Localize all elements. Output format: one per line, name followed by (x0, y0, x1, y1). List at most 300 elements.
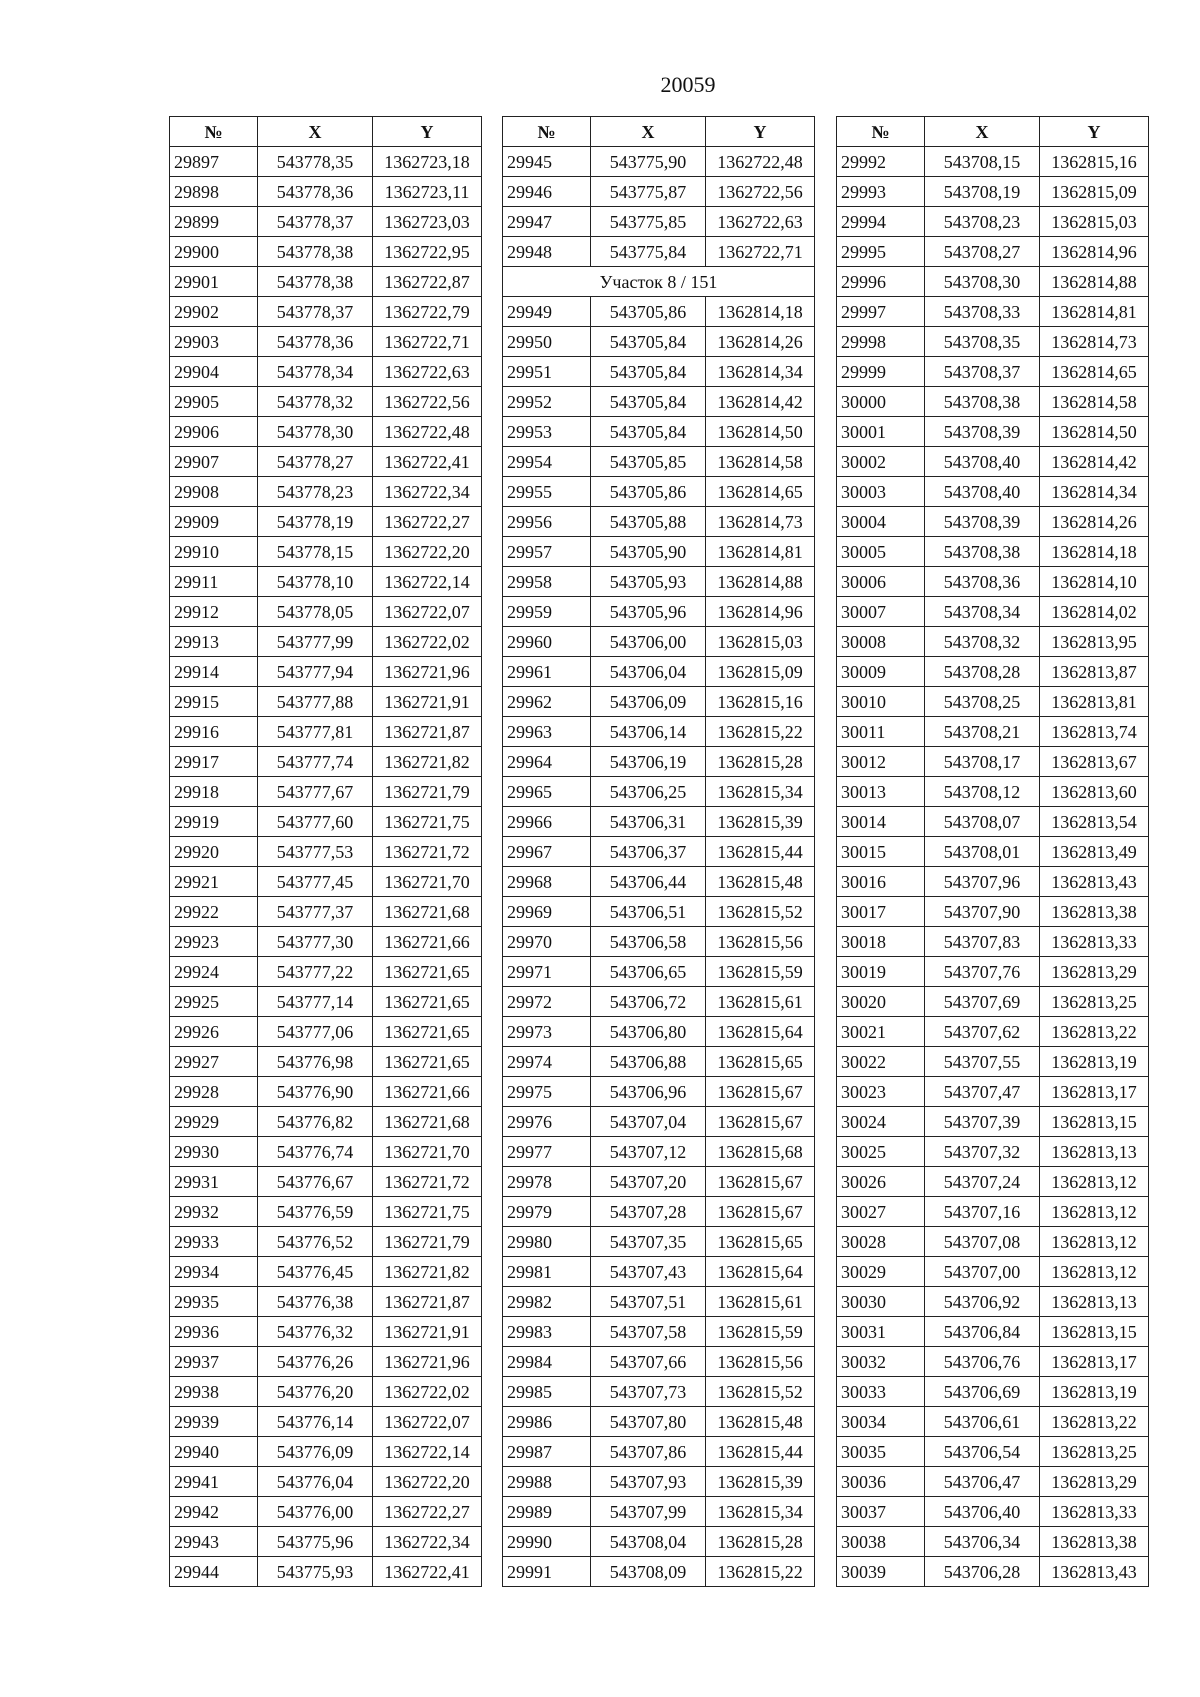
coord-x: 543706,69 (925, 1377, 1040, 1407)
coord-y: 1362813,12 (1040, 1257, 1149, 1287)
table-row (503, 1167, 815, 1197)
coord-y: 1362722,41 (373, 1557, 482, 1587)
point-number: 29955 (503, 477, 591, 507)
point-number: 29953 (503, 417, 591, 447)
point-number: 29928 (170, 1077, 258, 1107)
coord-x: 543707,51 (591, 1287, 706, 1317)
coord-y: 1362721,68 (373, 897, 482, 927)
table-row (170, 477, 482, 507)
coord-y: 1362722,07 (373, 597, 482, 627)
coord-y: 1362721,87 (373, 1287, 482, 1317)
table-row (503, 357, 815, 387)
coord-y: 1362815,28 (706, 1527, 815, 1557)
coord-x: 543777,94 (258, 657, 373, 687)
table-row (503, 1497, 815, 1527)
coord-x: 543778,10 (258, 567, 373, 597)
point-number: 29989 (503, 1497, 591, 1527)
table-row (837, 537, 1149, 567)
coord-y: 1362722,63 (706, 207, 815, 237)
point-number: 29941 (170, 1467, 258, 1497)
point-number: 29930 (170, 1137, 258, 1167)
header-num: № (170, 117, 258, 147)
point-number: 29968 (503, 867, 591, 897)
point-number: 29943 (170, 1527, 258, 1557)
table-header-row (170, 117, 482, 147)
coord-y: 1362722,95 (373, 237, 482, 267)
coord-y: 1362722,41 (373, 447, 482, 477)
coord-y: 1362815,22 (706, 1557, 815, 1587)
table-row (837, 1467, 1149, 1497)
coord-x: 543707,32 (925, 1137, 1040, 1167)
table-row (837, 1287, 1149, 1317)
coord-x: 543778,19 (258, 507, 373, 537)
coord-x: 543706,04 (591, 657, 706, 687)
table-row (170, 1077, 482, 1107)
table-row (170, 1557, 482, 1587)
table-row (837, 987, 1149, 1017)
coord-y: 1362722,71 (373, 327, 482, 357)
coord-x: 543777,81 (258, 717, 373, 747)
coord-y: 1362722,34 (373, 477, 482, 507)
coord-y: 1362814,58 (1040, 387, 1149, 417)
coord-x: 543705,93 (591, 567, 706, 597)
table-row (837, 1107, 1149, 1137)
table-row (503, 1347, 815, 1377)
point-number: 29969 (503, 897, 591, 927)
coord-x: 543777,30 (258, 927, 373, 957)
point-number: 29971 (503, 957, 591, 987)
table-row (170, 207, 482, 237)
coord-y: 1362723,03 (373, 207, 482, 237)
table-row (503, 927, 815, 957)
point-number: 29951 (503, 357, 591, 387)
table-row (837, 867, 1149, 897)
point-number: 29905 (170, 387, 258, 417)
coord-x: 543708,37 (925, 357, 1040, 387)
point-number: 29929 (170, 1107, 258, 1137)
coord-y: 1362815,44 (706, 1437, 815, 1467)
coord-y: 1362722,07 (373, 1407, 482, 1437)
coord-y: 1362721,70 (373, 867, 482, 897)
point-number: 29944 (170, 1557, 258, 1587)
point-number: 30013 (837, 777, 925, 807)
coord-x: 543705,88 (591, 507, 706, 537)
section-label: Участок 8 / 151 (503, 267, 815, 297)
coord-y: 1362721,82 (373, 1257, 482, 1287)
point-number: 29962 (503, 687, 591, 717)
table-row (837, 777, 1149, 807)
point-number: 30039 (837, 1557, 925, 1587)
coord-x: 543707,28 (591, 1197, 706, 1227)
coord-x: 543776,38 (258, 1287, 373, 1317)
coord-y: 1362722,56 (706, 177, 815, 207)
coord-x: 543777,67 (258, 777, 373, 807)
point-number: 29950 (503, 327, 591, 357)
coord-y: 1362813,43 (1040, 1557, 1149, 1587)
point-number: 30037 (837, 1497, 925, 1527)
coord-y: 1362815,65 (706, 1047, 815, 1077)
point-number: 29948 (503, 237, 591, 267)
coord-y: 1362815,67 (706, 1077, 815, 1107)
point-number: 29914 (170, 657, 258, 687)
coord-y: 1362721,75 (373, 807, 482, 837)
table-row (503, 147, 815, 177)
table-row (170, 1407, 482, 1437)
point-number: 29926 (170, 1017, 258, 1047)
coord-x: 543708,40 (925, 447, 1040, 477)
coord-y: 1362721,65 (373, 1017, 482, 1047)
coord-y: 1362815,39 (706, 807, 815, 837)
point-number: 29983 (503, 1317, 591, 1347)
table-row (503, 1047, 815, 1077)
point-number: 30005 (837, 537, 925, 567)
table-row (503, 1077, 815, 1107)
table-row (503, 627, 815, 657)
coord-x: 543706,96 (591, 1077, 706, 1107)
table-row (837, 207, 1149, 237)
point-number: 29956 (503, 507, 591, 537)
point-number: 30021 (837, 1017, 925, 1047)
coord-y: 1362813,38 (1040, 1527, 1149, 1557)
coord-y: 1362815,67 (706, 1107, 815, 1137)
coord-y: 1362721,79 (373, 1227, 482, 1257)
table-row (837, 387, 1149, 417)
point-number: 29916 (170, 717, 258, 747)
table-row (837, 717, 1149, 747)
table-row (170, 1137, 482, 1167)
coord-x: 543708,25 (925, 687, 1040, 717)
table-row (503, 597, 815, 627)
point-number: 30027 (837, 1197, 925, 1227)
coord-y: 1362814,34 (1040, 477, 1149, 507)
coord-y: 1362815,09 (706, 657, 815, 687)
table-row (170, 1047, 482, 1077)
coord-x: 543708,07 (925, 807, 1040, 837)
coord-x: 543706,76 (925, 1347, 1040, 1377)
coord-x: 543776,00 (258, 1497, 373, 1527)
point-number: 30010 (837, 687, 925, 717)
point-number: 29980 (503, 1227, 591, 1257)
table-row (503, 657, 815, 687)
coord-x: 543776,74 (258, 1137, 373, 1167)
point-number: 29908 (170, 477, 258, 507)
table-row (837, 837, 1149, 867)
point-number: 30031 (837, 1317, 925, 1347)
coord-x: 543706,44 (591, 867, 706, 897)
point-number: 29934 (170, 1257, 258, 1287)
table-row (170, 837, 482, 867)
coord-x: 543706,09 (591, 687, 706, 717)
point-number: 29937 (170, 1347, 258, 1377)
table-row (170, 717, 482, 747)
table-row (837, 1227, 1149, 1257)
point-number: 30035 (837, 1437, 925, 1467)
table-row (170, 1167, 482, 1197)
coord-y: 1362814,81 (706, 537, 815, 567)
coord-x: 543705,84 (591, 327, 706, 357)
coord-y: 1362722,79 (373, 297, 482, 327)
coord-x: 543778,32 (258, 387, 373, 417)
table-row (170, 1197, 482, 1227)
table-row (170, 987, 482, 1017)
table-row (503, 837, 815, 867)
point-number: 29990 (503, 1527, 591, 1557)
coord-x: 543708,09 (591, 1557, 706, 1587)
header-y: Y (706, 117, 815, 147)
point-number: 30001 (837, 417, 925, 447)
point-number: 29940 (170, 1437, 258, 1467)
table-row (837, 177, 1149, 207)
coord-x: 543707,76 (925, 957, 1040, 987)
coord-x: 543778,34 (258, 357, 373, 387)
table-row (503, 207, 815, 237)
table-row (503, 717, 815, 747)
table-row (837, 357, 1149, 387)
coord-x: 543707,66 (591, 1347, 706, 1377)
coordinates-table-1 (169, 116, 482, 1587)
coord-x: 543778,30 (258, 417, 373, 447)
coord-x: 543777,14 (258, 987, 373, 1017)
coord-y: 1362814,10 (1040, 567, 1149, 597)
table-row (503, 777, 815, 807)
point-number: 29959 (503, 597, 591, 627)
table-row (837, 327, 1149, 357)
table-row (837, 447, 1149, 477)
point-number: 29904 (170, 357, 258, 387)
coord-x: 543708,21 (925, 717, 1040, 747)
table-row (837, 897, 1149, 927)
point-number: 29925 (170, 987, 258, 1017)
point-number: 30038 (837, 1527, 925, 1557)
point-number: 29918 (170, 777, 258, 807)
coord-y: 1362814,26 (1040, 507, 1149, 537)
point-number: 29987 (503, 1437, 591, 1467)
point-number: 30000 (837, 387, 925, 417)
table-row (170, 387, 482, 417)
table-row (837, 1437, 1149, 1467)
coord-x: 543706,28 (925, 1557, 1040, 1587)
coord-y: 1362813,38 (1040, 897, 1149, 927)
coord-y: 1362814,50 (1040, 417, 1149, 447)
point-number: 29970 (503, 927, 591, 957)
point-number: 30016 (837, 867, 925, 897)
coord-y: 1362815,28 (706, 747, 815, 777)
table-row (503, 987, 815, 1017)
point-number: 29958 (503, 567, 591, 597)
point-number: 29932 (170, 1197, 258, 1227)
coord-y: 1362813,43 (1040, 867, 1149, 897)
coord-y: 1362722,71 (706, 237, 815, 267)
coord-x: 543707,20 (591, 1167, 706, 1197)
coord-y: 1362813,15 (1040, 1317, 1149, 1347)
coord-y: 1362814,81 (1040, 297, 1149, 327)
coord-x: 543708,38 (925, 537, 1040, 567)
coord-x: 543705,84 (591, 357, 706, 387)
table-row (503, 1197, 815, 1227)
point-number: 29976 (503, 1107, 591, 1137)
table-row (503, 1467, 815, 1497)
point-number: 30024 (837, 1107, 925, 1137)
coord-x: 543706,58 (591, 927, 706, 957)
table-row (837, 1047, 1149, 1077)
coord-x: 543706,51 (591, 897, 706, 927)
table-row (837, 1137, 1149, 1167)
coord-x: 543705,85 (591, 447, 706, 477)
coord-x: 543776,09 (258, 1437, 373, 1467)
table-row (837, 657, 1149, 687)
point-number: 29942 (170, 1497, 258, 1527)
coord-x: 543777,60 (258, 807, 373, 837)
coord-y: 1362813,12 (1040, 1167, 1149, 1197)
point-number: 29909 (170, 507, 258, 537)
table-row (503, 537, 815, 567)
point-number: 29975 (503, 1077, 591, 1107)
coord-y: 1362813,33 (1040, 927, 1149, 957)
point-number: 29974 (503, 1047, 591, 1077)
coord-y: 1362722,20 (373, 1467, 482, 1497)
table-row (837, 1497, 1149, 1527)
coord-y: 1362814,88 (1040, 267, 1149, 297)
table-row (170, 597, 482, 627)
coord-y: 1362813,95 (1040, 627, 1149, 657)
table-row (503, 387, 815, 417)
coord-x: 543776,52 (258, 1227, 373, 1257)
coord-x: 543776,59 (258, 1197, 373, 1227)
point-number: 30008 (837, 627, 925, 657)
coord-y: 1362722,02 (373, 1377, 482, 1407)
coord-y: 1362813,19 (1040, 1047, 1149, 1077)
table-row (837, 1527, 1149, 1557)
coord-y: 1362721,65 (373, 1047, 482, 1077)
table-row (837, 567, 1149, 597)
table-row (503, 1437, 815, 1467)
coord-y: 1362721,65 (373, 987, 482, 1017)
coord-x: 543706,47 (925, 1467, 1040, 1497)
point-number: 30017 (837, 897, 925, 927)
coordinates-table-2 (502, 116, 815, 1587)
point-number: 29922 (170, 897, 258, 927)
coord-y: 1362814,65 (706, 477, 815, 507)
table-row (837, 147, 1149, 177)
point-number: 29997 (837, 297, 925, 327)
coord-y: 1362815,03 (1040, 207, 1149, 237)
coord-x: 543776,26 (258, 1347, 373, 1377)
coord-x: 543777,45 (258, 867, 373, 897)
coord-y: 1362815,61 (706, 987, 815, 1017)
point-number: 29967 (503, 837, 591, 867)
point-number: 30007 (837, 597, 925, 627)
coord-y: 1362813,81 (1040, 687, 1149, 717)
point-number: 30032 (837, 1347, 925, 1377)
table-row (170, 777, 482, 807)
coord-y: 1362721,96 (373, 657, 482, 687)
coord-x: 543775,85 (591, 207, 706, 237)
table-row (503, 1107, 815, 1137)
coord-x: 543707,47 (925, 1077, 1040, 1107)
coord-y: 1362721,66 (373, 1077, 482, 1107)
point-number: 29902 (170, 297, 258, 327)
point-number: 29986 (503, 1407, 591, 1437)
table-row (170, 237, 482, 267)
coord-y: 1362722,02 (373, 627, 482, 657)
point-number: 29935 (170, 1287, 258, 1317)
coord-x: 543707,55 (925, 1047, 1040, 1077)
coord-x: 543706,19 (591, 747, 706, 777)
coord-y: 1362721,66 (373, 927, 482, 957)
coord-x: 543776,14 (258, 1407, 373, 1437)
table-row (837, 1257, 1149, 1287)
coord-y: 1362815,48 (706, 867, 815, 897)
coord-y: 1362722,56 (373, 387, 482, 417)
point-number: 29966 (503, 807, 591, 837)
table-row (170, 1527, 482, 1557)
coord-x: 543707,86 (591, 1437, 706, 1467)
table-row (503, 1527, 815, 1557)
table-row (503, 1137, 815, 1167)
coord-x: 543776,32 (258, 1317, 373, 1347)
coord-x: 543706,14 (591, 717, 706, 747)
point-number: 29906 (170, 417, 258, 447)
table-row (503, 1017, 815, 1047)
coord-y: 1362813,17 (1040, 1347, 1149, 1377)
table-row (170, 147, 482, 177)
table-row (170, 747, 482, 777)
table-row (170, 417, 482, 447)
coord-y: 1362722,27 (373, 1497, 482, 1527)
coord-x: 543706,92 (925, 1287, 1040, 1317)
point-number: 29991 (503, 1557, 591, 1587)
coord-x: 543777,99 (258, 627, 373, 657)
coord-x: 543708,12 (925, 777, 1040, 807)
point-number: 30034 (837, 1407, 925, 1437)
coord-y: 1362815,22 (706, 717, 815, 747)
table-row (170, 297, 482, 327)
coord-x: 543777,22 (258, 957, 373, 987)
coord-y: 1362815,34 (706, 1497, 815, 1527)
table-header-row (837, 117, 1149, 147)
table-row (837, 297, 1149, 327)
table-row (503, 957, 815, 987)
header-x: X (258, 117, 373, 147)
coord-y: 1362814,58 (706, 447, 815, 477)
coord-y: 1362813,12 (1040, 1197, 1149, 1227)
header-x: X (591, 117, 706, 147)
table-row (170, 1437, 482, 1467)
coord-x: 543707,00 (925, 1257, 1040, 1287)
table-row (170, 1017, 482, 1047)
coord-y: 1362723,11 (373, 177, 482, 207)
point-number: 29952 (503, 387, 591, 417)
table-row (503, 1257, 815, 1287)
coord-x: 543777,37 (258, 897, 373, 927)
coord-y: 1362721,91 (373, 1317, 482, 1347)
table-row (170, 447, 482, 477)
coord-x: 543706,80 (591, 1017, 706, 1047)
coord-y: 1362813,49 (1040, 837, 1149, 867)
table-row (170, 1107, 482, 1137)
coord-y: 1362722,34 (373, 1527, 482, 1557)
point-number: 29999 (837, 357, 925, 387)
coord-y: 1362814,88 (706, 567, 815, 597)
coord-y: 1362722,14 (373, 567, 482, 597)
point-number: 30033 (837, 1377, 925, 1407)
coord-y: 1362722,14 (373, 1437, 482, 1467)
table-row (170, 177, 482, 207)
coord-x: 543778,37 (258, 207, 373, 237)
coord-x: 543778,38 (258, 267, 373, 297)
point-number: 29901 (170, 267, 258, 297)
coord-x: 543706,72 (591, 987, 706, 1017)
